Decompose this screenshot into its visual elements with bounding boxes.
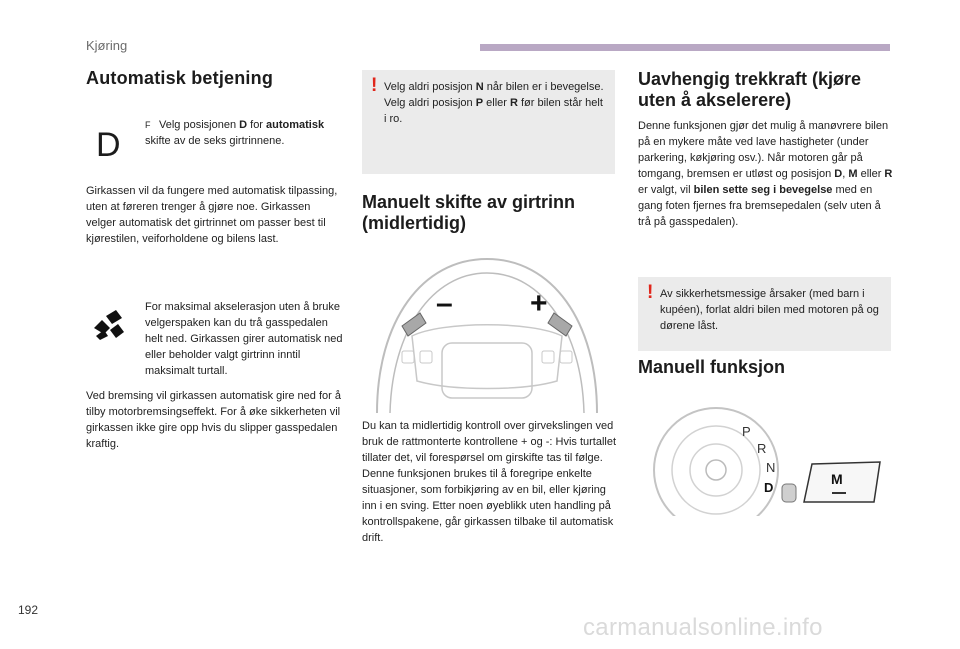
warn-b2: P — [475, 97, 484, 109]
creep-text-e: med en gang foten fjernes fra bremsepedalen (selv uten å trå på gasspedalen). — [638, 184, 881, 228]
paragraph-kickdown: For maksimal akselerasjon uten å bruke velgerspaken kan du trå gasspedalen helt ned. Girkassen girer automatisk ned eller beholder valgt girtrinn inntil maksimalt turtall. — [145, 301, 343, 377]
warn-t2: når bilen er i bevegelse. — [483, 81, 604, 93]
warn-b1: N — [475, 81, 484, 93]
paragraph-creep-function — [638, 118, 893, 230]
bullet-bold-auto: automatisk — [266, 119, 325, 131]
warn-b3: R — [509, 97, 518, 109]
warning-box-neutral — [362, 70, 615, 174]
bullet-select-d — [145, 117, 325, 149]
paragraph-engine-braking: Ved bremsing vil girkassen automatisk gire ned for å tilby motorbremsingseffekt. For å øke sikkerheten vil girkassen ikke gire opp hvis du slipper gasspedalen kraftig. — [86, 390, 341, 450]
lever-letter-p: P — [742, 424, 751, 439]
bullet-mid: for — [247, 119, 267, 131]
lever-m-button-label: M — [831, 471, 843, 487]
paddle-plus-label: + — [530, 287, 548, 320]
title-manual-function: Manuell funksjon — [638, 357, 786, 377]
warning-icon: ! — [647, 282, 654, 303]
warning-box-children — [638, 277, 891, 351]
title-creep-function: Uavhengig trekkraft (kjøre uten å akselerere) — [638, 69, 862, 110]
watermark: carmanualsonline.info — [583, 614, 823, 641]
creep-bold-d: D — [834, 168, 843, 180]
title-manual-shift: Manuelt skifte av girtrinn (midlertidig) — [362, 192, 576, 233]
creep-text-a: Denne funksjonen gjør det mulig å manøvrere bilen på en mykere måte ved lave hastigheter (under parkering, køkjøring osv.). Når motoren går på tomgang, bremsen er utløst og posisjon — [638, 120, 889, 180]
foot-pedal-icon — [90, 306, 126, 342]
creep-text-c: eller — [857, 168, 885, 180]
lever-letter-d: D — [764, 480, 774, 495]
warning-icon: ! — [371, 75, 378, 96]
page-number: 192 — [18, 603, 39, 617]
warn-t4: eller — [483, 97, 510, 109]
section-header: Kjøring — [86, 38, 128, 53]
paragraph-manual-shift: Du kan ta midlertidig kontroll over girvekslingen ved bruk de rattmonterte kontrollene + og -: Hvis turtallet tillater det, vil forespørsel om girskifte tas til følge. Denne funksjonen brukes til å foregripe enkelte situasjoner, som forbikjøring av en bil, eller kjøring inn i en sving. Etter noen øyeblikk uten handling på kontrollspakene, går girkassen tilbake til automatisk drift. — [362, 420, 617, 544]
section-accent-bar — [480, 44, 890, 51]
steering-wheel-illustration — [372, 251, 602, 413]
lever-letter-r: R — [757, 441, 767, 456]
bullet-marker: F — [145, 120, 151, 130]
creep-bold-m: M — [848, 168, 858, 180]
warn-t1: Velg aldri posisjon — [384, 81, 476, 93]
warn-t5: før bilen står helt i ro. — [384, 97, 603, 125]
creep-bold-moves: bilen sette seg i bevegelse — [693, 184, 833, 196]
gear-d-symbol: D — [96, 126, 121, 164]
warn-t3: Velg aldri posisjon — [384, 97, 476, 109]
warning-text: Av sikkerhetsmessige årsaker (med barn i kupéen), forlat aldri bilen med motoren på og dørene låst. — [660, 288, 879, 332]
creep-text-b: , — [842, 168, 849, 180]
lever-letter-n: N — [766, 460, 776, 475]
paragraph-automatic-adaptation: Girkassen vil da fungere med automatisk tilpassing, uten at føreren trenger å gjøre noe. Girkassen velger automatisk det girtrinnet om passer best til kjørestilen, veiforholdene og bilens last. — [86, 185, 338, 245]
creep-text-d: er valgt, vil — [638, 184, 694, 196]
warning-text — [384, 79, 604, 127]
creep-bold-r: R — [884, 168, 893, 180]
gear-selector-illustration — [644, 398, 884, 516]
paddle-minus-label: – — [436, 287, 453, 320]
bullet-text: Velg posisjonen — [159, 119, 240, 131]
title-automatic-operation: Automatisk betjening — [86, 68, 274, 88]
bullet-bold-d: D — [239, 119, 248, 131]
bullet-suffix: skifte av de seks girtrinnene. — [145, 135, 285, 147]
